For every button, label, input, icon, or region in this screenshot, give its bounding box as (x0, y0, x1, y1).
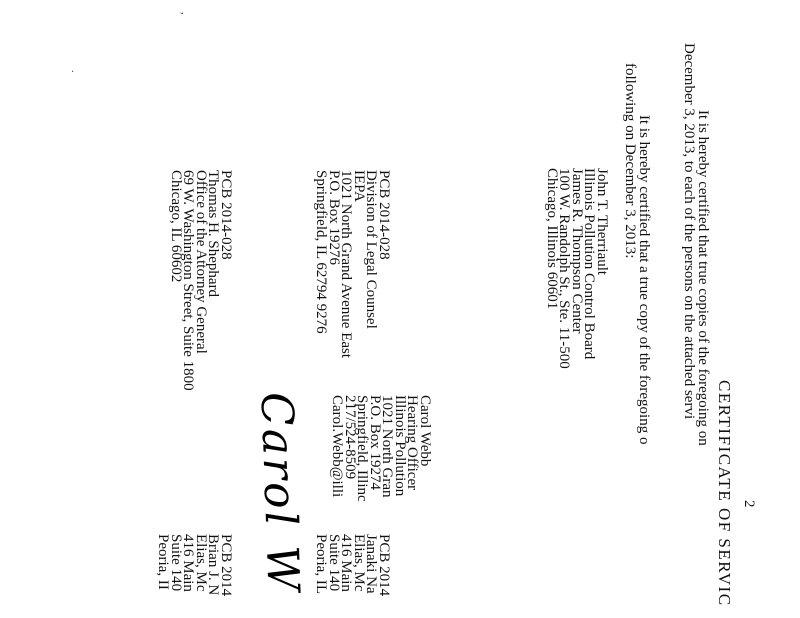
service-line: 1021 North Grand Avenue East (338, 170, 355, 359)
service-line: Suite 140 (168, 534, 184, 592)
service-line: PCB 2014 (376, 534, 392, 597)
service-line: PCB 2014 (218, 534, 234, 597)
paragraph-1-line: It is hereby certified that true copies of the foregoing on (695, 110, 711, 446)
service-entry (157, 534, 232, 596)
service-line: Springfield, IL 62794 9276 (313, 170, 330, 334)
service-line: Peoria, IL (313, 534, 330, 594)
paragraph-2-line: It is hereby certified that a true copy of the foregoing o (636, 115, 652, 445)
service-line: Thomas H. Shephard (205, 170, 222, 298)
scan-mark: , (179, 12, 190, 15)
addressee-block (546, 168, 609, 369)
addressee-line: Chicago, Illinois 60601 (544, 168, 560, 310)
signer-block (331, 395, 431, 502)
paragraph-2 (623, 0, 651, 444)
service-line: Division of Legal Counsel (363, 170, 380, 329)
service-line: Chicago, IL 60602 (168, 170, 184, 283)
scan-mark: . (69, 70, 80, 73)
signature: Carol W (250, 391, 309, 595)
service-line: Brian J. N (205, 534, 222, 596)
signer-line: Illinois Pollution (392, 395, 408, 497)
service-line: Peoria, II (155, 534, 172, 590)
addressee-line: James R. Thompson Center (569, 168, 585, 334)
service-line: 416 Main (180, 534, 197, 592)
signer-line: Carol.Webb@illi (329, 395, 346, 498)
signer-line: P.O. Box 19274 (367, 395, 383, 491)
paragraph-2-line: following on December 3, 2013: (622, 63, 638, 259)
addressee-line: Illinois Pollution Control Board (581, 168, 598, 360)
paragraph-1-line: December 3, 2013, to each of the persons on the attached servi (681, 43, 697, 420)
service-line: Janaki Na (363, 534, 380, 594)
signer-line: 1021 North Gran (379, 395, 396, 498)
paragraph-1 (682, 0, 710, 446)
service-line: Elias, Mc (193, 534, 209, 592)
service-line: Elias, Mc (351, 534, 367, 592)
service-entry (170, 170, 233, 391)
service-line: IEPA (351, 170, 367, 202)
service-entry (315, 170, 390, 358)
signer-line: Springfield, Illinc (354, 395, 371, 502)
service-line: Office of the Attorney General (193, 170, 209, 354)
service-line: Suite 140 (326, 534, 342, 592)
signer-line: Carol Webb (417, 395, 433, 467)
page-number: 2 (741, 500, 757, 508)
service-line: PCB 2014-028 (376, 170, 392, 260)
service-line: 416 Main (338, 534, 355, 592)
service-line: 69 W. Washington Street, Suite 1800 (180, 170, 197, 391)
signer-line: Hearing Officer (404, 395, 421, 491)
service-line: PCB 2014-028 (218, 170, 234, 260)
signer-line: 217/524-8509 (342, 395, 358, 480)
service-line: P.O. Box 19276 (326, 170, 342, 266)
addressee-line: John T. Therriault (594, 168, 610, 276)
service-entry (315, 534, 390, 596)
certificate-title: CERTIFICATE OF SERVIC (715, 380, 734, 607)
addressee-line: 100 W. Randolph St., Ste. 11-500 (556, 168, 573, 369)
